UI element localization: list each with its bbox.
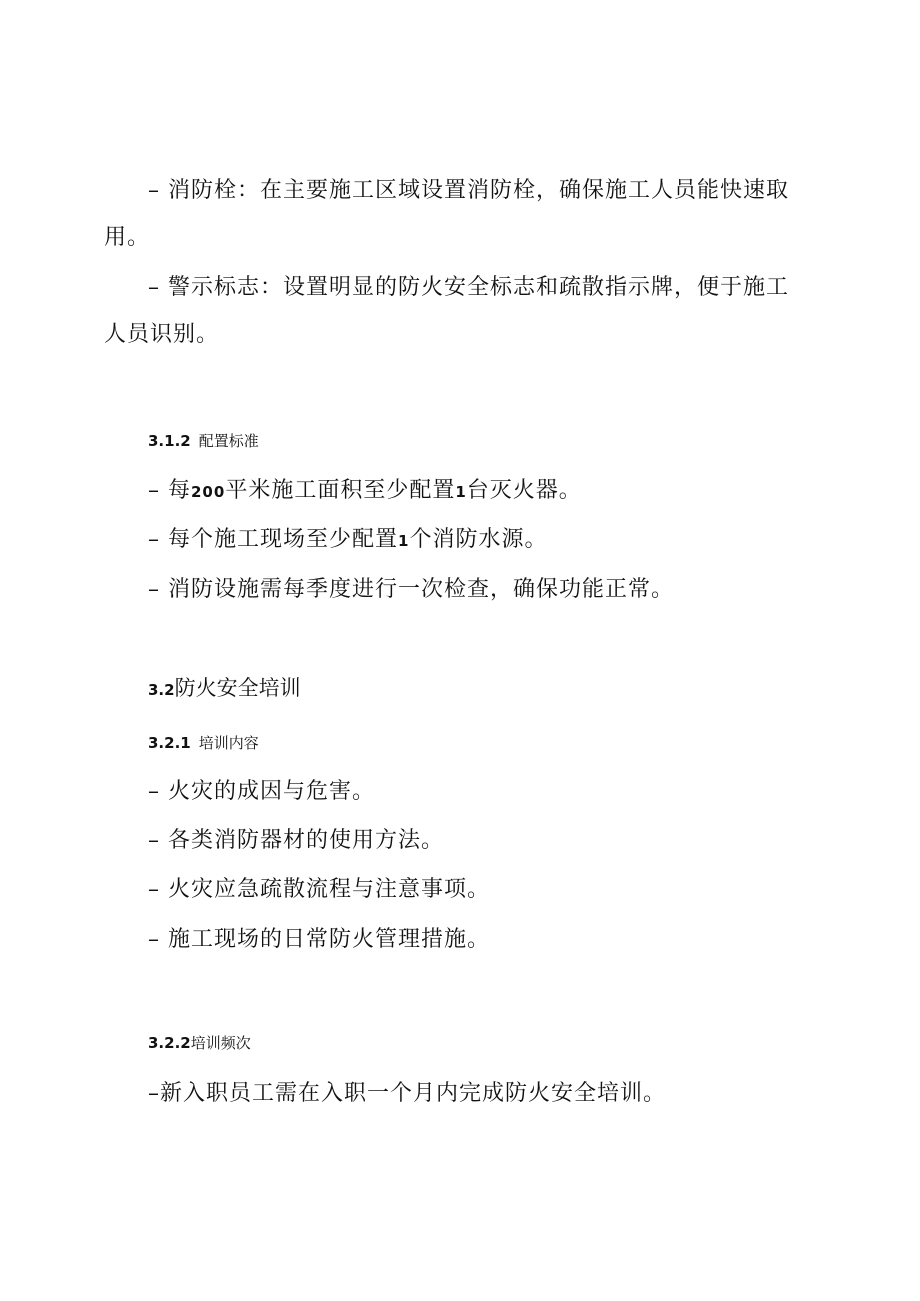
heading-title: 培训频次 [190, 1034, 251, 1052]
list-item-evacuation-process: – 火灾应急疏散流程与注意事项。 [148, 877, 490, 902]
paragraph-warning-signs-line1: – 警示标志：设置明显的防火安全标志和疏散指示牌，便于施工 [148, 275, 789, 300]
heading-title: 培训内容 [198, 734, 259, 752]
heading-number: 3.2 [148, 681, 175, 699]
paragraph-fire-hydrant-line1: – 消防栓：在主要施工区域设置消防栓，确保施工人员能快速取 [148, 178, 789, 203]
list-item-water-source: – 每个施工现场至少配置1个消防水源。 [148, 527, 548, 552]
heading-3-2-1 [148, 736, 259, 751]
heading-title: 配置标准 [198, 432, 259, 450]
list-item-new-employee-training: –新入职员工需在入职一个月内完成防火安全培训。 [148, 1081, 667, 1106]
list-item-quarterly-check: – 消防设施需每季度进行一次检查，确保功能正常。 [148, 577, 674, 602]
list-item-daily-management: – 施工现场的日常防火管理措施。 [148, 927, 490, 952]
heading-number: 3.2.1 [148, 734, 191, 752]
heading-3-2-2 [148, 1036, 251, 1051]
heading-number: 3.2.2 [148, 1034, 191, 1052]
list-item-extinguisher-ratio: – 每200平米施工面积至少配置1台灭火器。 [148, 478, 582, 503]
paragraph-fire-hydrant-line2: 用。 [104, 225, 151, 250]
heading-3-1-2 [148, 434, 259, 449]
heading-number: 3.1.2 [148, 432, 191, 450]
paragraph-warning-signs-line2: 人员识别。 [104, 322, 220, 347]
list-item-fire-causes: – 火灾的成因与危害。 [148, 779, 375, 804]
heading-3-2 [148, 678, 301, 699]
heading-title: 防火安全培训 [174, 676, 301, 700]
list-item-equipment-usage: – 各类消防器材的使用方法。 [148, 828, 444, 853]
